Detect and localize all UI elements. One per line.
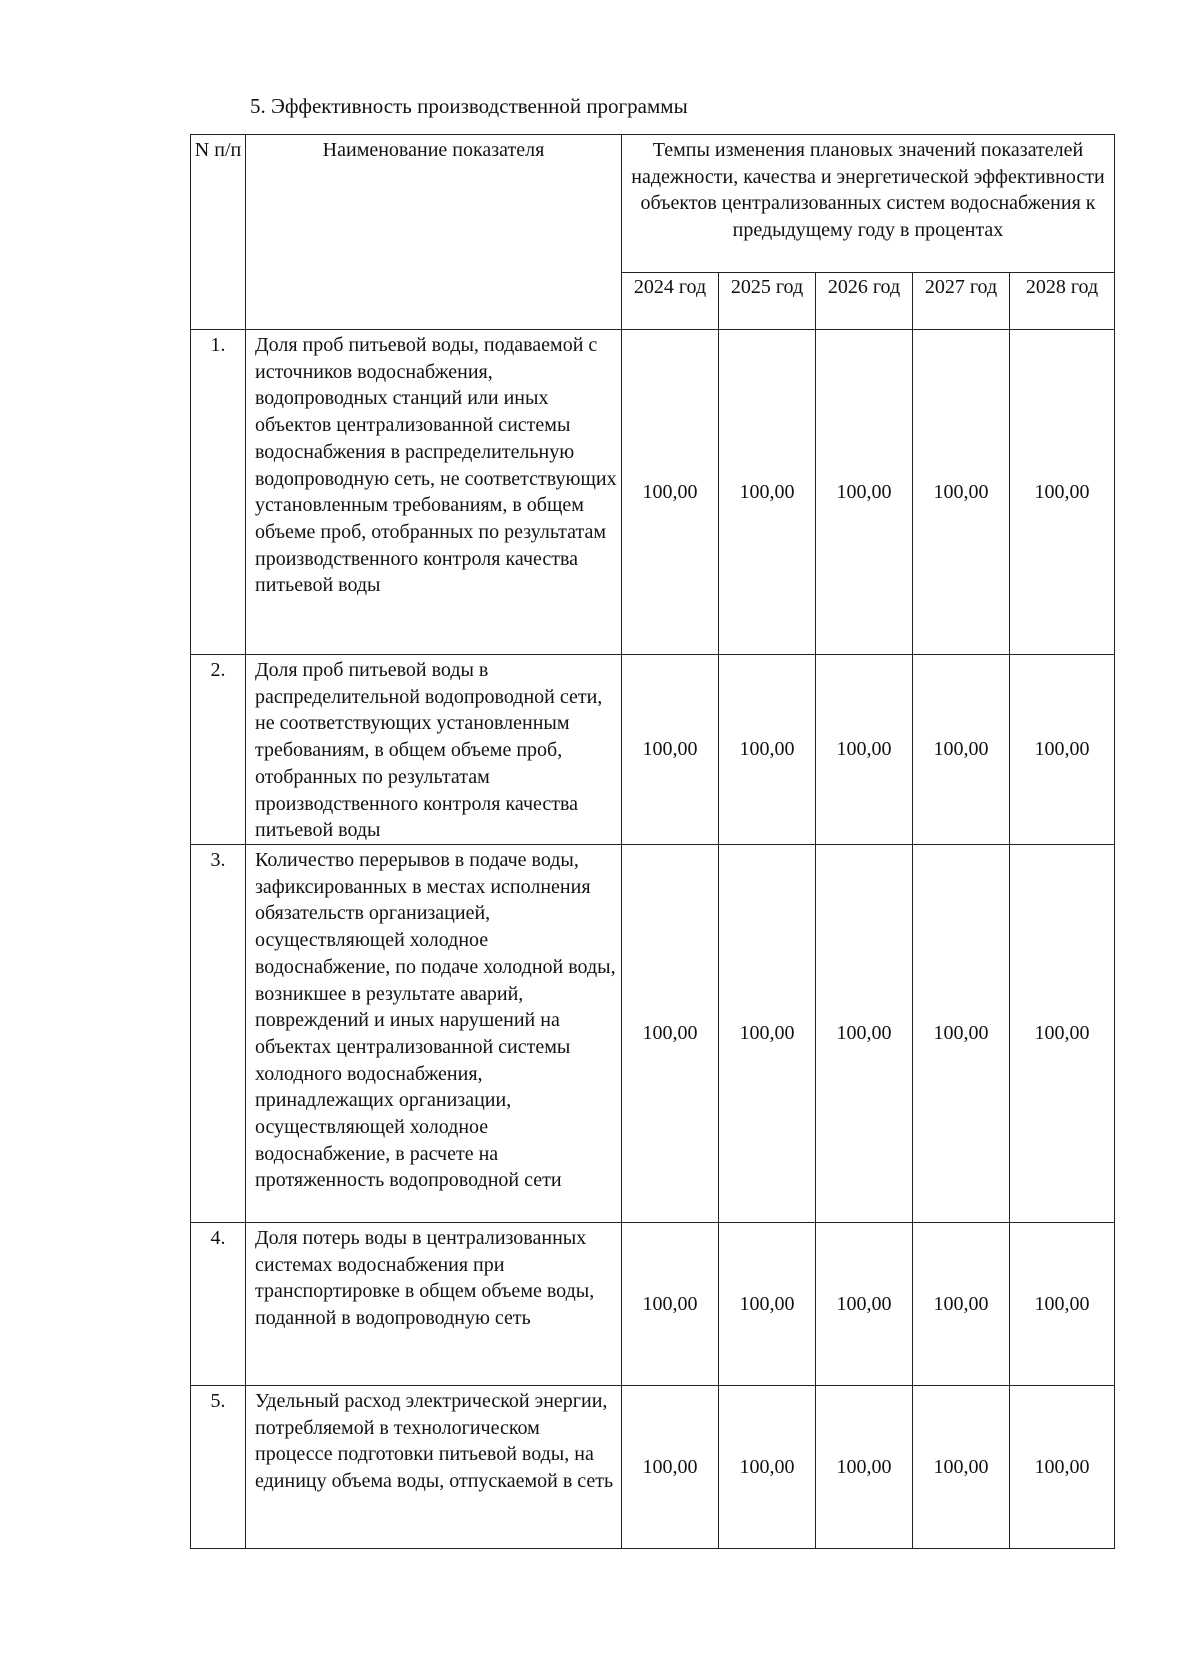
value-cell: 100,00 [719, 1223, 816, 1386]
value-cell: 100,00 [913, 1386, 1010, 1549]
table-row [191, 655, 1115, 845]
value-cell: 100,00 [816, 330, 913, 655]
value-cell: 100,00 [1010, 655, 1115, 845]
table-row [191, 1223, 1115, 1386]
section-title: 5. Эффективность производственной программы [250, 94, 688, 118]
header-year: 2027 год [913, 273, 1010, 330]
value-cell: 100,00 [816, 845, 913, 1223]
value-cell: 100,00 [719, 845, 816, 1223]
indicator-name: Доля проб питьевой воды, подаваемой с источников водоснабжения, водопроводных станций или иных объектов централизованной системы водоснабжения в распределительную водопроводную сеть, не соответствующих установленным требованиям, в общем объеме проб, отобранных по результатам производственного контроля качества питьевой воды [246, 330, 622, 655]
row-number: 2. [191, 655, 246, 845]
table-header-row [191, 135, 1115, 273]
header-change-rate: Темпы изменения плановых значений показателей надежности, качества и энергетической эффективности объектов централизованных систем водоснабжения к предыдущему году в процентах [622, 135, 1115, 273]
value-cell: 100,00 [913, 655, 1010, 845]
table-row [191, 845, 1115, 1223]
row-number: 5. [191, 1386, 246, 1549]
row-number: 3. [191, 845, 246, 1223]
value-cell: 100,00 [622, 1223, 719, 1386]
row-number: 1. [191, 330, 246, 655]
value-cell: 100,00 [622, 1386, 719, 1549]
indicator-name: Количество перерывов в подаче воды, зафиксированных в местах исполнения обязательств организацией, осуществляющей холодное водоснабжение, по подаче холодной воды, возникшее в результате аварий, повреждений и иных нарушений на объектах централизованной системы холодного водоснабжения, принадлежащих организации, осуществляющей холодное водоснабжение, в расчете на протяженность водопроводной сети [246, 845, 622, 1223]
row-number: 4. [191, 1223, 246, 1386]
value-cell: 100,00 [913, 1223, 1010, 1386]
header-number: N п/п [191, 135, 246, 330]
table-row [191, 330, 1115, 655]
header-year: 2025 год [719, 273, 816, 330]
value-cell: 100,00 [816, 655, 913, 845]
header-indicator-name: Наименование показателя [246, 135, 622, 330]
value-cell: 100,00 [622, 655, 719, 845]
value-cell: 100,00 [719, 655, 816, 845]
value-cell: 100,00 [1010, 845, 1115, 1223]
value-cell: 100,00 [622, 330, 719, 655]
header-year: 2024 год [622, 273, 719, 330]
header-year: 2026 год [816, 273, 913, 330]
indicator-name: Доля потерь воды в централизованных системах водоснабжения при транспортировке в общем объеме воды, поданной в водопроводную сеть [246, 1223, 622, 1386]
value-cell: 100,00 [1010, 330, 1115, 655]
table-row [191, 1386, 1115, 1549]
value-cell: 100,00 [719, 330, 816, 655]
value-cell: 100,00 [1010, 1223, 1115, 1386]
value-cell: 100,00 [719, 1386, 816, 1549]
value-cell: 100,00 [913, 845, 1010, 1223]
value-cell: 100,00 [1010, 1386, 1115, 1549]
value-cell: 100,00 [913, 330, 1010, 655]
efficiency-table [190, 134, 1115, 1549]
header-year: 2028 год [1010, 273, 1115, 330]
value-cell: 100,00 [816, 1223, 913, 1386]
indicator-name: Доля проб питьевой воды в распределительной водопроводной сети, не соответствующих установленным требованиям, в общем объеме проб, отобранных по результатам производственного контроля качества питьевой воды [246, 655, 622, 845]
value-cell: 100,00 [622, 845, 719, 1223]
value-cell: 100,00 [816, 1386, 913, 1549]
indicator-name: Удельный расход электрической энергии, потребляемой в технологическом процессе подготовки питьевой воды, на единицу объема воды, отпускаемой в сеть [246, 1386, 622, 1549]
